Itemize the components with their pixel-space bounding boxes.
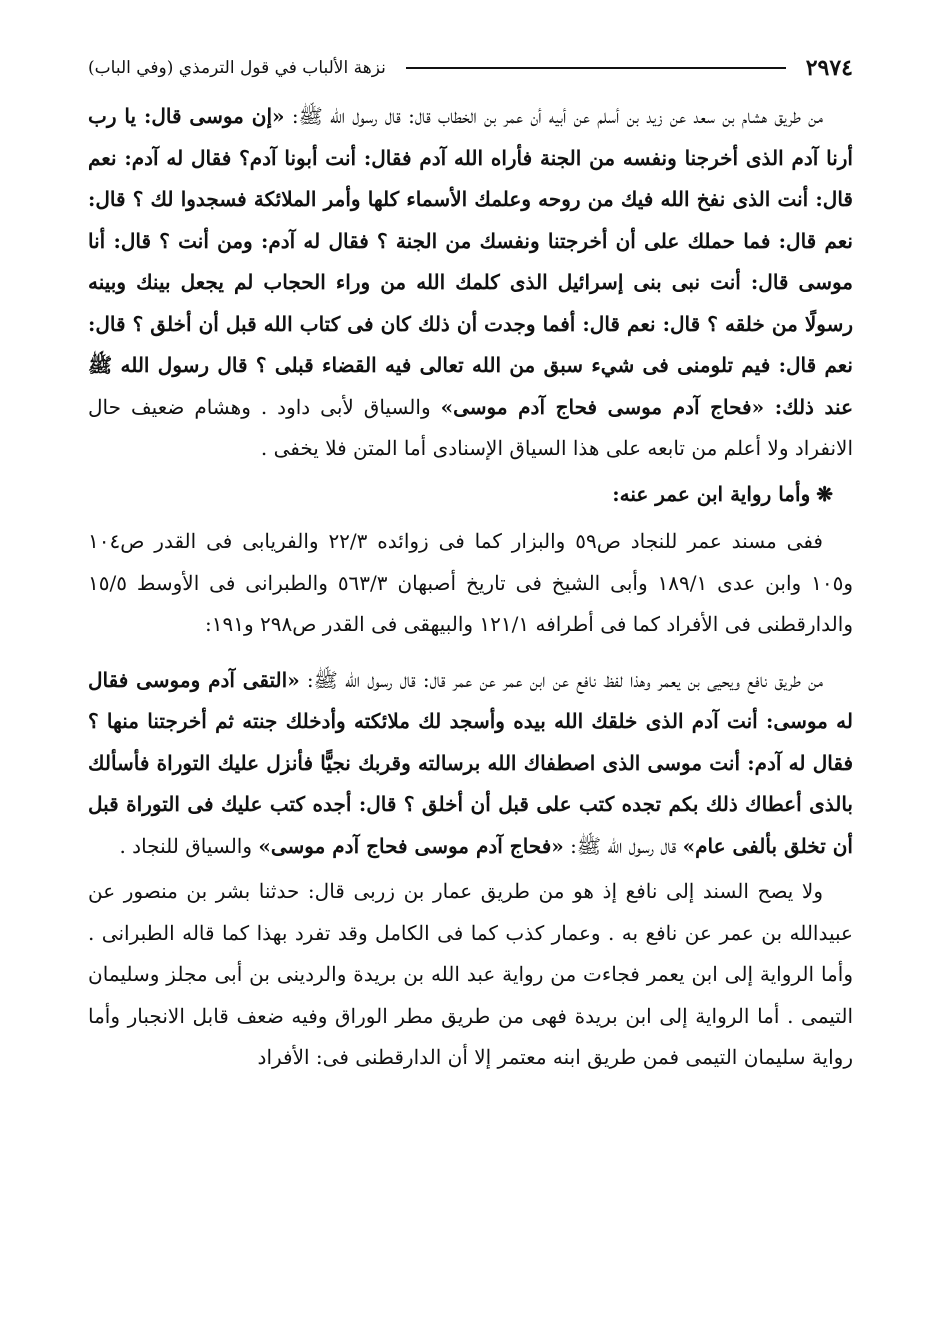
section-heading-text: وأما رواية ابن عمر عنه: — [612, 481, 811, 506]
text-run: والسياق للنجاد . — [119, 833, 259, 858]
page-number: ٢٩٧٤ — [805, 55, 853, 81]
section-heading — [88, 474, 853, 516]
page-header — [88, 48, 853, 88]
hadith-text: «فحاج آدم موسى فحاج آدم موسى» — [258, 833, 564, 858]
text-run: من طريق هشام بن سعد عن زيد بن أسلم عن أبيه أن عمر بن الخطاب قال: قال رسول الله ﷺ: — [284, 104, 823, 128]
paragraph-sources — [88, 521, 853, 646]
paragraph-isnad-analysis — [88, 871, 853, 1079]
star-ornament: ❋ — [816, 481, 833, 506]
text-run: ففى مسند عمر للنجاد ص٥٩ والبزار كما فى زوائده ٢٢/٣ والفريابى فى القدر ص١٠٤ و١٠٥ وابن عدى ١٨٩/١ وأبى الشيخ فى تاريخ أصبهان ٥٦٣/٣ والطبرانى فى الأوسط ١٥/٥ والدارقطنى فى الأفراد كما فى أطرافه ١٢١/١ والبيهقى فى القدر ص٢٩٨ و١٩١: — [88, 529, 853, 636]
paragraph-hisham-narration — [88, 96, 853, 470]
book-page — [88, 48, 853, 1079]
text-run: قال رسول الله ﷺ: — [563, 833, 683, 858]
text-run: ولا يصح السند إلى نافع إذ هو من طريق عمار بن زربى قال: حدثنا بشر بن منصور عن عبيدالله بن عمر عن نافع به . وعمار كذب كما فى الكامل وقد تفرد بهذا كما قاله الطبرانى . وأما الرواية إلى ابن يعمر فجاءت من رواية عبد الله بن بريدة والردينى بن أبى مجلز وسليمان التيمى . أما الرواية إلى ابن بريدة فهى من طريق مطر الوراق وفيه ضعف قابل الانجبار وأما رواية سليمان التيمى فمن طريق ابنه معتمر إلا أن الدارقطنى فى: الأفراد — [88, 879, 853, 1069]
running-title: نزهة الألباب في قول الترمذي (وفي الباب) — [88, 58, 386, 78]
hadith-text: «التقى آدم وموسى فقال له موسى: أنت آدم الذى خلقك الله بيده وأسجد لك ملائكته وأدخلك جنته ثم أخرجتنا منها ؟ فقال له آدم: أنت موسى الذى اصطفاك الله برسالته وقربك نجيًّا فأنزل عليك التوراة فأسألك بالذى أعطاك ذلك بكم تجده كتب على قبل أن أخلق ؟ قال: أجده كتب عليك فى التوراة قبل أن تخلق بألفى عام» — [88, 667, 853, 858]
paragraph-nafi-narration — [88, 660, 853, 868]
text-run: من طريق نافع ويحيى بن يعمر وهذا لفظ نافع عن ابن عمر عن عمر قال: قال رسول الله ﷺ: — [299, 667, 823, 692]
header-rule — [406, 67, 786, 69]
text-run: والسياق لأبى داود . وهشام ضعيف حال الانفراد ولا أعلم من تابعه على هذا السياق الإسنادى أما المتن فلا يخفى . — [88, 394, 853, 460]
hadith-text: «إن موسى قال: يا رب أرنا آدم الذى أخرجنا ونفسه من الجنة فأراه الله آدم فقال: أنت أبونا آدم؟ فقال له آدم: نعم قال: أنت الذى نفخ الله فيك من روحه وعلمك الأسماء كلها وأمر الملائكة فسجدوا لك ؟ قال: نعم قال: فما حملك على أن أخرجتنا ونفسك من الجنة ؟ فقال له آدم: ومن أنت ؟ قال: أنا موسى قال: أنت نبى بنى إسرائيل الذى كلمك الله من وراء الحجاب لم يجعل بينك وبينه رسولًا من خلقه ؟ قال: نعم قال: أفما وجدت أن ذلك كان فى كتاب الله قبل أن أخلق ؟ قال: نعم قال: فيم تلومنى فى شيء سبق من الله تعالى فيه القضاء قبلى ؟ قال رسول الله ﷺ عند ذلك: «فحاج آدم موسى فحاج آدم موسى» — [88, 104, 853, 419]
